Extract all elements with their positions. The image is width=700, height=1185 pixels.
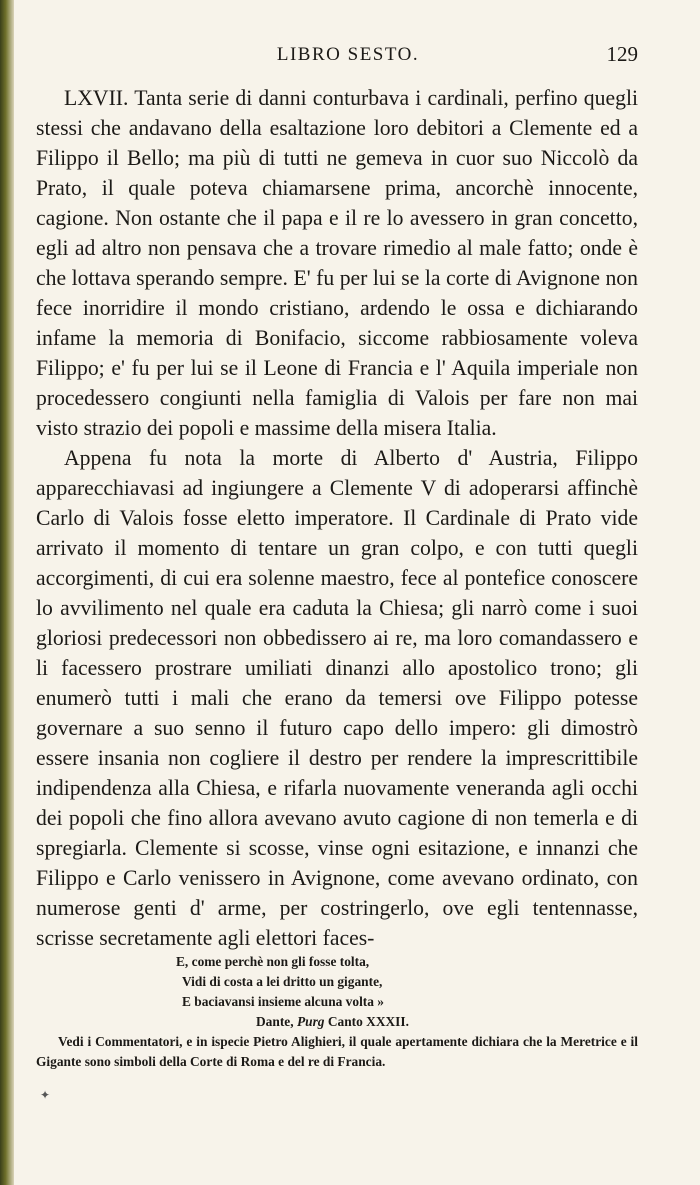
paragraph-lxvii: LXVII. Tanta serie di danni conturbava i cardinali, perfino quegli stessi che andavano della esaltazione loro debitori a Clemente ed a Filippo il Bello; ma più di tutti ne gemeva in cuor suo Niccolò da Prato, il quale poteva chiamarsene prima, ancorchè innocente, cagione. Non ostante che il papa e il re lo avessero in gran concetto, egli ad altro non pensava che a trovare rimedio al male fatto; onde è che lottava sperando sempre. E' fu per lui se la corte di Avignone non fece inorridire il mondo cristiano, ardendo le ossa e dichiarando infame la memoria di Bonifacio, siccome rabbiosamente voleva Filippo; e' fu per lui se il Leone di Francia e l' Aquila imperiale non procedessero congiunti nella famiglia di Valois per fare non mai visto strazio dei popoli e massime della misera Italia. xyxy=(36,86,638,440)
footnote-note: Vedi i Commentatori, e in ispecie Pietro Alighieri, il quale apertamente dichiara che la Meretrice e il Gigante sono simboli della Corte di Roma e del re di Francia. xyxy=(36,1034,638,1069)
paragraph-alberto: Appena fu nota la morte di Alberto d' Austria, Filippo apparecchiavasi ad ingiungere a Clemente V di adoperarsi affinchè Carlo di Valois fosse eletto imperatore. Il Cardinale di Prato vide arrivato il momento di tentare un gran colpo, e con tutti quegli accorgimenti, di cui era solenne maestro, fece al pontefice conoscere lo avvilimento nel quale era caduta la Chiesa; gli narrò come i suoi gloriosi predecessori non obbedissero ai re, ma loro comandassero e li facessero prostrare umiliati dinanzi allo apostolico trono; gli enumerò tutti i mali che erano da temersi ove Filippo potesse governare a suo senno il futuro capo dello impero: gli dimostrò essere insania non cogliere il destro per rendere la imprescrittibile indipendenza alla Chiesa, e rifarla nuovamente veneranda agli occhi dei popoli che fino allora avevano avuto cagione di non temerla e di spregiarla. Clemente si scosse, vinse ogni esitazione, e innanzi che Filippo e Carlo venissero in Avignone, come avevano ordinato, con numerose genti d' arme, per costringerlo, ove egli tentennasse, scrisse secretamente agli elettori faces- xyxy=(36,446,638,950)
running-header xyxy=(28,44,668,76)
running-title: LIBRO SESTO. xyxy=(276,44,420,65)
citation-author: Dante, xyxy=(256,1014,294,1029)
footnote-verse xyxy=(176,952,638,1032)
page-number: 129 xyxy=(606,42,638,66)
footnote xyxy=(36,952,638,1072)
verse-citation xyxy=(256,1012,638,1032)
book-page xyxy=(28,0,668,1185)
verse-line: E, come perchè non gli fosse tolta, xyxy=(176,954,370,969)
verse-line: E baciavansi insieme alcuna volta » xyxy=(182,994,384,1009)
printer-mark: ✦ xyxy=(40,1088,51,1102)
citation-work: Purg xyxy=(296,1014,325,1029)
main-text xyxy=(36,83,638,953)
citation-canto: Canto XXXII. xyxy=(327,1014,409,1029)
page-edge xyxy=(0,0,14,1185)
verse-line: Vidi di costa a lei dritto un gigante, xyxy=(182,974,383,989)
